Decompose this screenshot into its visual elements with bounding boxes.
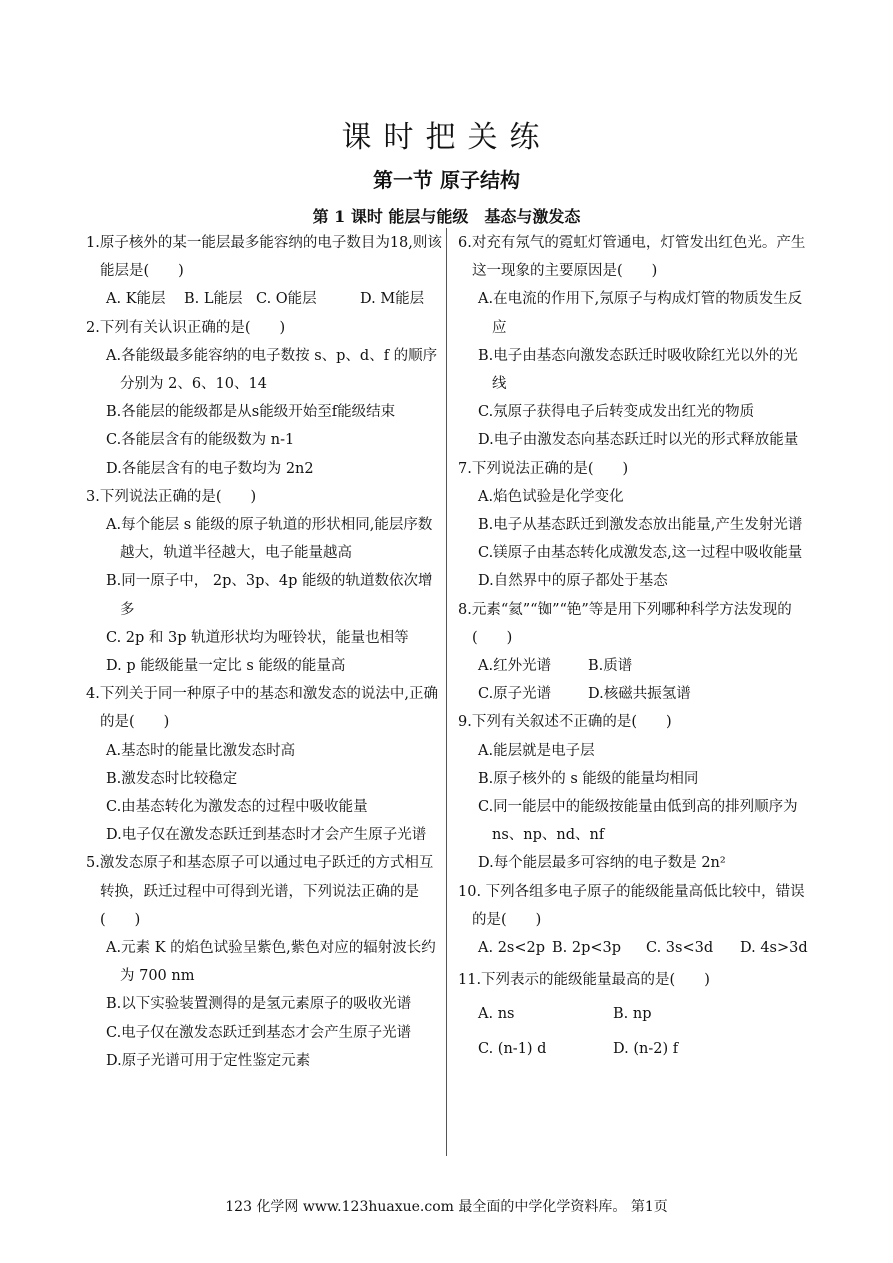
option: C.氖原子获得电子后转变成发出红光的物质 [478,404,755,421]
question-3: 3.下列说法正确的是( ) [86,488,257,505]
question-7: 7.下列说法正确的是( ) [458,460,629,477]
option: B.各能层的能级都是从s能级开始至f能级结束 [106,404,396,421]
question-8: 8.元素“氦”“铷”“铯”等是用下列哪种科学方法发现的( ) [458,601,792,646]
option: B. np [613,1006,652,1023]
option: C.由基态转化为激发态的过程中吸收能量 [106,799,368,816]
option: B.原子核外的 s 能级的能量均相同 [478,770,699,787]
question-10-options [458,934,808,962]
page-title: 课时把关练 [341,120,552,155]
option: A.焰色试验是化学变化 [478,488,624,505]
question-1-options [86,285,442,313]
option: A.红外光谱 [478,658,552,675]
option: A. ns [478,1006,515,1023]
option: D.原子光谱可用于定性鉴定元素 [106,1052,311,1069]
option: A.各能级最多能容纳的电子数按 s、p、d、f 的顺序分别为 2、6、10、14 [106,347,438,393]
option: A.能层就是电子层 [478,742,595,759]
option: C.各能层含有的能级数为 n-1 [106,432,295,449]
option: A. K能层 [106,291,166,308]
option: D. (n-2) f [613,1040,679,1057]
question-10: 10. 下列各组多电子原子的能级能量高低比较中，错误的是( ) [458,883,805,928]
option: B.质谱 [588,658,633,675]
lesson-heading: 第 1 课时 能层与能级 基态与激发态 [312,207,581,226]
question-2: 2.下列有关认识正确的是( ) [86,319,286,336]
option: A. 2s<2p [478,940,546,957]
question-5: 5.激发态原子和基态原子可以通过电子跃迁的方式相互转换，跃迁过程中可得到光谱，下列说法正确的是( ) [86,855,434,928]
option: D.每个能层最多可容纳的电子数是 2n² [478,855,726,872]
option: A.基态时的能量比激发态时高 [106,742,296,759]
option: C. O能层 [256,291,317,308]
option: B. 2p<3p [552,940,622,957]
option: A.在电流的作用下,氖原子与构成灯管的物质发生反应 [478,291,803,336]
question-8-options [458,680,808,708]
question-6: 6.对充有氖气的霓虹灯管通电，灯管发出红色光。产生这一现象的主要原因是( ) [458,235,806,280]
option: B.同一原子中， 2p、3p、4p 能级的轨道数依次增多 [106,573,433,618]
column-divider [446,228,447,1156]
option: C. (n-1) d [478,1040,547,1057]
option: B. L能层 [184,291,243,308]
option: D.各能层含有的电子数均为 2n2 [106,460,314,477]
question-8-options [458,652,808,680]
question-9: 9.下列有关叙述不正确的是( ) [458,714,672,731]
option: D.电子由激发态向基态跃迁时以光的形式释放能量 [478,432,799,449]
option: C.原子光谱 [478,686,552,703]
option: D. 4s>3d [740,940,808,957]
option: C.同一能层中的能级按能量由低到高的排列顺序为 ns、np、nd、nf [478,799,798,844]
question-4: 4.下列关于同一种原子中的基态和激发态的说法中,正确的是( ) [86,686,438,731]
option: D. p 能级能量一定比 s 能级的能量高 [106,658,346,675]
option: D. M能层 [360,291,425,308]
page-footer: 123 化学网 www.123huaxue.com 最全面的中学化学资料库。 第1页 [225,1199,668,1215]
option: C.电子仅在激发态跃迁到基态才会产生原子光谱 [106,1024,412,1041]
option: A.元素 K 的焰色试验呈紫色,紫色对应的辐射波长约为 700 nm [106,940,436,985]
option: C.镁原子由基态转化成激发态,这一过程中吸收能量 [478,545,803,562]
option: D.电子仅在激发态跃迁到基态时才会产生原子光谱 [106,827,427,844]
option: C. 2p 和 3p 轨道形状均为哑铃状，能量也相等 [106,629,409,646]
option: D.自然界中的原子都处于基态 [478,573,668,590]
option: B.电子由基态向激发态跃迁时吸收除红光以外的光线 [478,347,798,393]
question-11: 11.下列表示的能级能量最高的是( ) [458,972,710,989]
section-heading: 第一节 原子结构 [373,168,520,192]
option: B.激发态时比较稳定 [106,770,238,787]
option: B.以下实验装置测得的是氢元素原子的吸收光谱 [106,996,412,1013]
option: C. 3s<3d [646,940,714,957]
question-11-options [458,1000,808,1028]
question-11-options [458,1035,808,1063]
left-column [86,229,442,1075]
question-1: 1.原子核外的某一能层最多能容纳的电子数目为18,则该能层是( ) [86,235,442,280]
option: A.每个能层 s 能级的原子轨道的形状相同,能层序数越大，轨道半径越大，电子能量越高 [106,517,433,562]
option: B.电子从基态跃迁到激发态放出能量,产生发射光谱 [478,517,803,534]
right-column [458,229,808,1063]
option: D.核磁共振氢谱 [588,686,691,703]
